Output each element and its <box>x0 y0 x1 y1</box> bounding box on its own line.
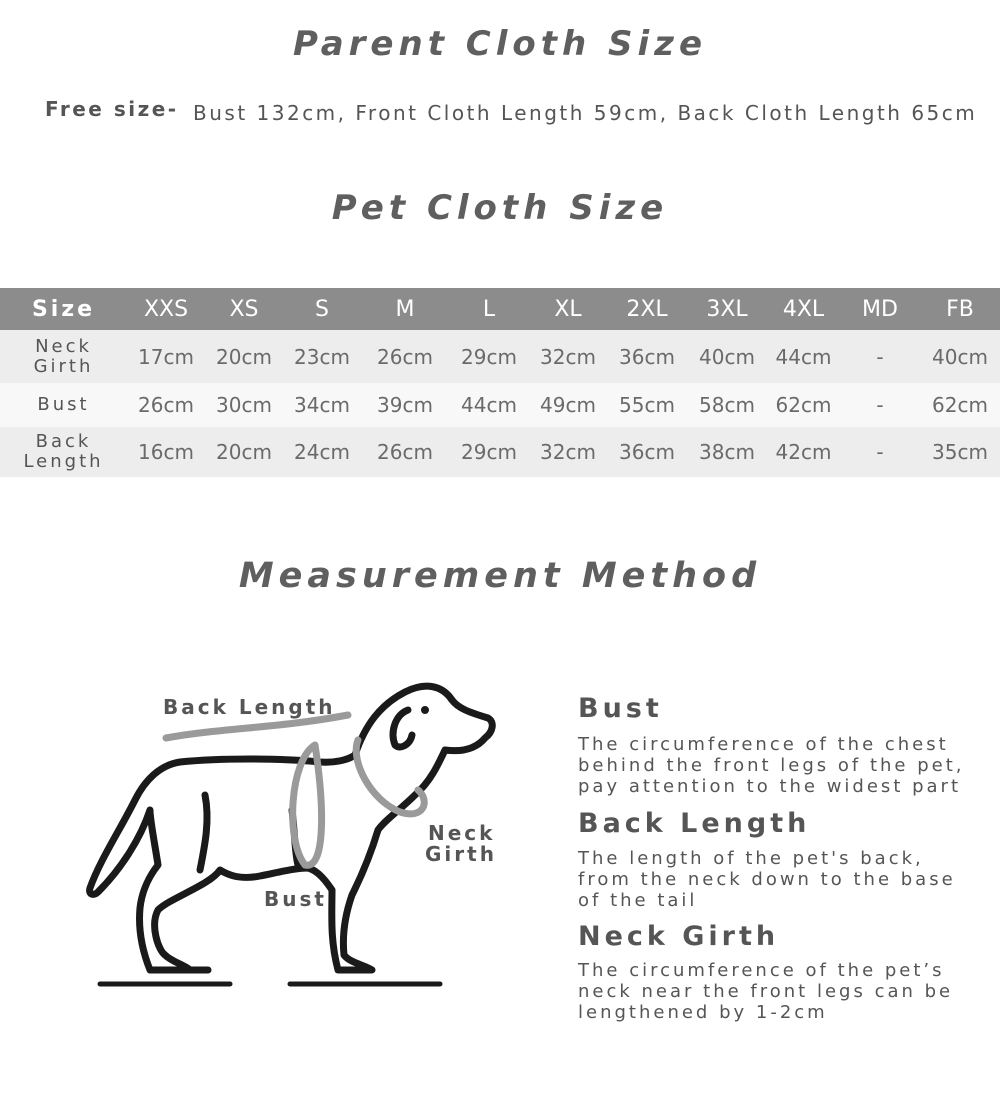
table-cell: 32cm <box>529 330 607 383</box>
table-cell: 62cm <box>767 383 840 427</box>
table-row-neck-girth <box>0 330 1000 383</box>
back-length-heading: Back Length <box>578 808 811 839</box>
table-cell: 20cm <box>205 427 283 477</box>
table-cell: 29cm <box>449 330 529 383</box>
table-cell: 55cm <box>607 383 687 427</box>
free-size-label: Free size- <box>45 97 179 121</box>
table-cell: 32cm <box>529 427 607 477</box>
table-cell: 35cm <box>920 427 1000 477</box>
table-cell: 24cm <box>283 427 361 477</box>
table-cell: 29cm <box>449 427 529 477</box>
table-cell: - <box>840 383 920 427</box>
parent-cloth-size-title: Parent Cloth Size <box>292 24 708 64</box>
free-size-measurements: Bust 132cm, Front Cloth Length 59cm, Back Cloth Length 65cm <box>193 101 978 125</box>
size-header-cell: 3XL <box>687 288 767 330</box>
size-header-cell: 4XL <box>767 288 840 330</box>
neck-girth-loop <box>356 740 424 814</box>
size-header-cell: S <box>283 288 361 330</box>
table-cell: 39cm <box>361 383 449 427</box>
table-cell: 30cm <box>205 383 283 427</box>
size-header-cell: MD <box>840 288 920 330</box>
table-cell: - <box>840 330 920 383</box>
pet-size-table <box>0 288 1000 477</box>
bust-description: The circumference of the chest behind the front legs of the pet, pay attention to the widest part <box>578 734 965 797</box>
table-cell: 26cm <box>127 383 205 427</box>
table-cell: 36cm <box>607 427 687 477</box>
size-header-cell: 2XL <box>607 288 687 330</box>
diagram-label-back-length: Back Length <box>163 695 336 719</box>
size-header-row <box>0 288 1000 330</box>
size-header-label: Size <box>0 288 127 330</box>
table-row-back-length <box>0 427 1000 477</box>
diagram-label-neck: Neck <box>428 821 496 845</box>
pet-cloth-size-title: Pet Cloth Size <box>331 188 669 228</box>
size-header-cell: L <box>449 288 529 330</box>
bust-heading: Bust <box>578 693 663 724</box>
table-cell: 49cm <box>529 383 607 427</box>
table-cell: 34cm <box>283 383 361 427</box>
row-label: Neck Girth <box>0 330 127 383</box>
size-header-cell: FB <box>920 288 1000 330</box>
table-cell: 58cm <box>687 383 767 427</box>
back-length-description: The length of the pet's back, from the neck down to the base of the tail <box>578 848 956 911</box>
table-cell: 40cm <box>920 330 1000 383</box>
neck-girth-description: The circumference of the pet’s neck near the front legs can be lengthened by 1-2cm <box>578 960 954 1023</box>
diagram-label-bust: Bust <box>264 887 327 911</box>
table-cell: 17cm <box>127 330 205 383</box>
size-header-cell: M <box>361 288 449 330</box>
table-cell: - <box>840 427 920 477</box>
row-label: Bust <box>0 383 127 427</box>
size-header-cell: XL <box>529 288 607 330</box>
table-cell: 36cm <box>607 330 687 383</box>
table-cell: 16cm <box>127 427 205 477</box>
table-cell: 26cm <box>361 427 449 477</box>
table-row-bust <box>0 383 1000 427</box>
table-cell: 20cm <box>205 330 283 383</box>
diagram-label-girth: Girth <box>425 842 497 866</box>
row-label: Back Length <box>0 427 127 477</box>
table-cell: 44cm <box>767 330 840 383</box>
table-cell: 44cm <box>449 383 529 427</box>
table-cell: 42cm <box>767 427 840 477</box>
size-header-cell: XXS <box>127 288 205 330</box>
table-cell: 26cm <box>361 330 449 383</box>
size-header-cell: XS <box>205 288 283 330</box>
neck-girth-heading: Neck Girth <box>578 921 780 952</box>
table-cell: 23cm <box>283 330 361 383</box>
table-cell: 40cm <box>687 330 767 383</box>
measurement-method-title: Measurement Method <box>238 556 762 596</box>
table-cell: 38cm <box>687 427 767 477</box>
table-cell: 62cm <box>920 383 1000 427</box>
